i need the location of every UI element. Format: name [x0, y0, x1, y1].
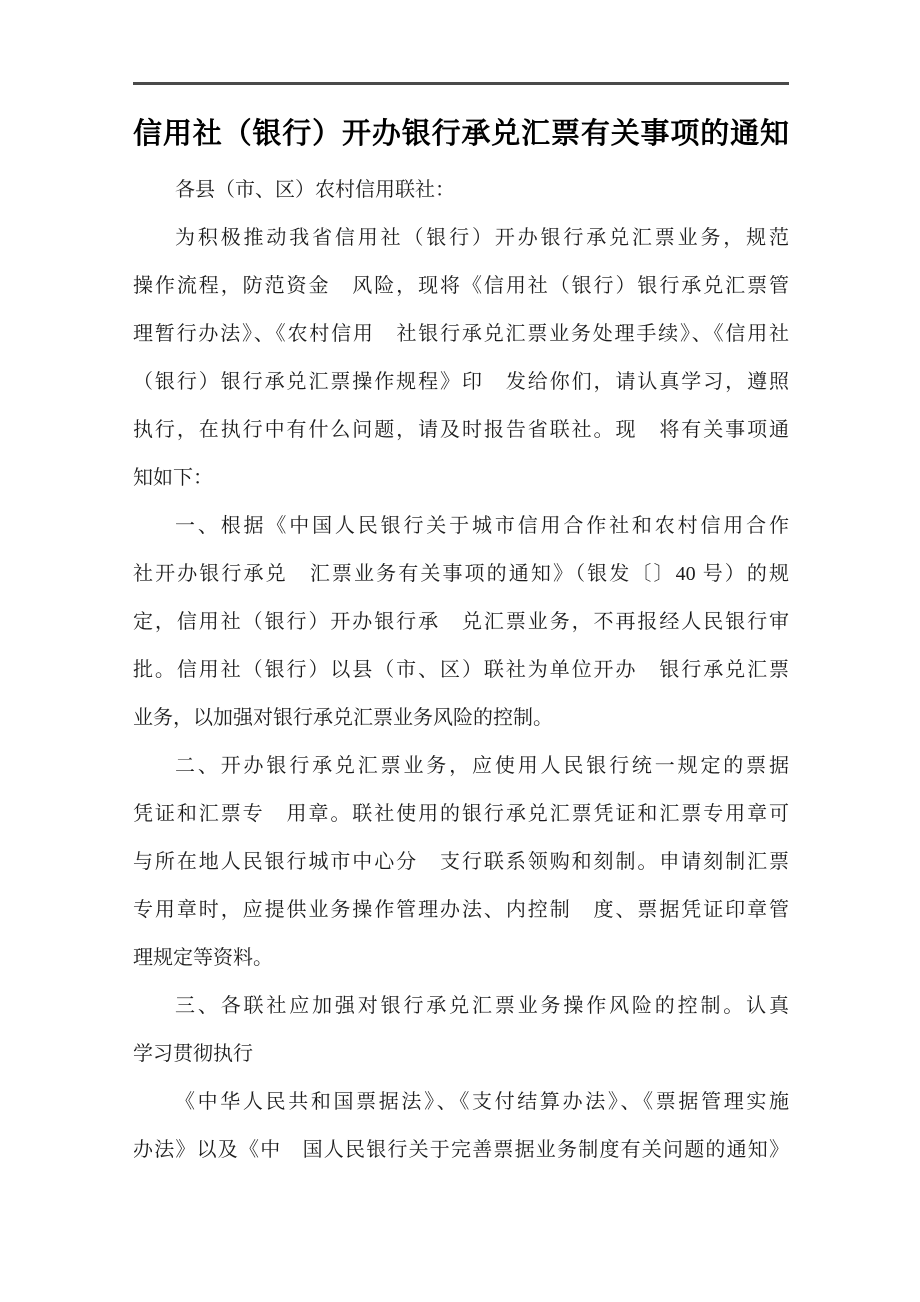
text-line: 社开办银行承兑 汇票业务有关事项的通知》（银发〔〕40 号）的规 — [133, 563, 789, 585]
text-line: 为积极推动我省信用社（银行）开办银行承兑汇票业务，规范 — [175, 227, 789, 249]
document-content — [133, 98, 789, 1174]
text-line: 理规定等资料。 — [133, 947, 273, 969]
text-line: 定，信用社（银行）开办银行承 兑汇票业务，不再报经人民银行审 — [133, 611, 789, 633]
text-line: 各县（市、区）农村信用联社： — [175, 179, 455, 201]
text-line: 理暂行办法》、《农村信用 社银行承兑汇票业务处理手续》、《信用社 — [133, 323, 789, 345]
text-line: 二、开办银行承兑汇票业务，应使用人民银行统一规定的票据 — [175, 755, 789, 777]
text-line: 办法》以及《中 国人民银行关于完善票据业务制度有关问题的通知》 — [133, 1139, 789, 1161]
text-line: 知如下： — [133, 467, 213, 489]
text-line: 三、各联社应加强对银行承兑汇票业务操作风险的控制。认真 — [175, 995, 789, 1017]
text-line: 学习贯彻执行 — [133, 1043, 253, 1065]
document-body — [133, 166, 789, 1174]
text-line: 业务，以加强对银行承兑汇票业务风险的控制。 — [133, 707, 553, 729]
title-divider-rule — [133, 82, 789, 85]
text-line: 《中华人民共和国票据法》、《支付结算办法》、《票据管理实施 — [175, 1091, 789, 1113]
document-title: 信用社（银行）开办银行承兑汇票有关事项的通知 — [133, 118, 789, 150]
text-line: 批。信用社（银行）以县（市、区）联社为单位开办 银行承兑汇票 — [133, 659, 789, 681]
text-line: 操作流程，防范资金 风险，现将《信用社（银行）银行承兑汇票管 — [133, 275, 789, 297]
text-line: 执行，在执行中有什么问题，请及时报告省联社。现 将有关事项通 — [133, 419, 789, 441]
text-line: （银行）银行承兑汇票操作规程》印 发给你们，请认真学习，遵照 — [133, 371, 789, 393]
text-line: 凭证和汇票专 用章。联社使用的银行承兑汇票凭证和汇票专用章可 — [133, 803, 789, 825]
text-line: 专用章时，应提供业务操作管理办法、内控制 度、票据凭证印章管 — [133, 899, 789, 921]
text-line: 一、根据《中国人民银行关于城市信用合作社和农村信用合作 — [175, 515, 789, 537]
text-line: 与所在地人民银行城市中心分 支行联系领购和刻制。申请刻制汇票 — [133, 851, 789, 873]
